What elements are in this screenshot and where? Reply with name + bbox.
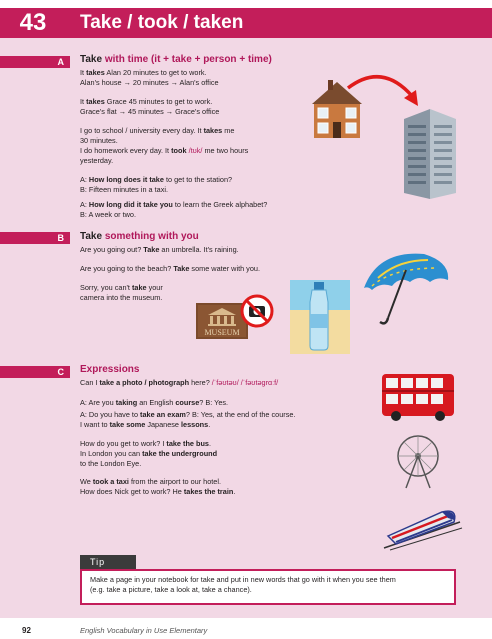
book-title: English Vocabulary in Use Elementary (80, 626, 208, 635)
sentence: B: A week or two. (80, 210, 136, 219)
sentence: A: Are you taking an English course? B: Yes. (80, 398, 229, 407)
double-decker-bus-illustration (380, 372, 456, 422)
section-label-b: B (0, 232, 70, 244)
sentence: Are you going out? Take an umbrella. It's raining. (80, 245, 239, 254)
sentence: I go to school / university every day. It takes me (80, 126, 235, 135)
no-camera-icon (240, 294, 274, 328)
sentence: A: How long did it take you to learn the Greek alphabet? (80, 200, 268, 209)
tip-text-line-2: (e.g. take a picture, take a look at, take a chance). (90, 585, 252, 594)
sentence: 30 minutes. (80, 136, 118, 145)
section-title-b: Take something with you (80, 231, 199, 242)
sentence: How do you get to work? I take the bus. (80, 439, 211, 448)
london-eye-illustration (392, 432, 444, 490)
section-title-a: Take with time (it + take + person + time) (80, 54, 272, 65)
sentence: B: Fifteen minutes in a taxi. (80, 185, 169, 194)
sentence: A: Do you have to take an exam? B: Yes, at the end of the course. (80, 410, 296, 419)
sentence: Grace's flat → 45 minutes → Grace's office (80, 107, 220, 116)
sentence: camera into the museum. (80, 293, 163, 302)
sentence: Are you going to the beach? Take some water with you. (80, 264, 260, 273)
tip-text-line-1: Make a page in your notebook for take and put in new words that go with it when you see them (90, 575, 396, 584)
sentence: Can I take a photo / photograph here? /ˈfəʊtəʊ/ /ˈfəʊtəgrɑːf/ (80, 378, 279, 387)
section-label-a: A (0, 56, 70, 68)
sentence: We took a taxi from the airport to our hotel. (80, 477, 222, 486)
tip-label: Tip (80, 555, 136, 569)
sentence: I do homework every day. It took /tʊk/ me two hours (80, 146, 249, 155)
sentence: How does Nick get to work? He takes the train. (80, 487, 236, 496)
page-number: 92 (22, 626, 31, 635)
sentence: In London you can take the underground (80, 449, 218, 458)
tip-box (80, 569, 456, 605)
sentence: Alan's house → 20 minutes → Alan's office (80, 78, 219, 87)
sentence: I want to take some Japanese lessons. (80, 420, 211, 429)
sentence: It takes Grace 45 minutes to get to work. (80, 97, 213, 106)
museum-sign-text: MUSEUM (204, 328, 240, 337)
section-title-c: Expressions (80, 364, 140, 375)
header (0, 0, 492, 36)
section-label-c: C (0, 366, 70, 378)
sentence: A: How long does it take to get to the station? (80, 175, 233, 184)
sentence: Sorry, you can't take your (80, 283, 163, 292)
umbrella-illustration (358, 248, 454, 328)
train-illustration (382, 500, 462, 550)
sentence: It takes Alan 20 minutes to get to work. (80, 68, 207, 77)
office-building-illustration (400, 105, 460, 200)
water-bottle-illustration (290, 280, 350, 354)
sentence: to the London Eye. (80, 459, 142, 468)
unit-number: 43 (0, 8, 66, 38)
page-title: Take / took / taken (66, 8, 492, 38)
sentence: yesterday. (80, 156, 114, 165)
